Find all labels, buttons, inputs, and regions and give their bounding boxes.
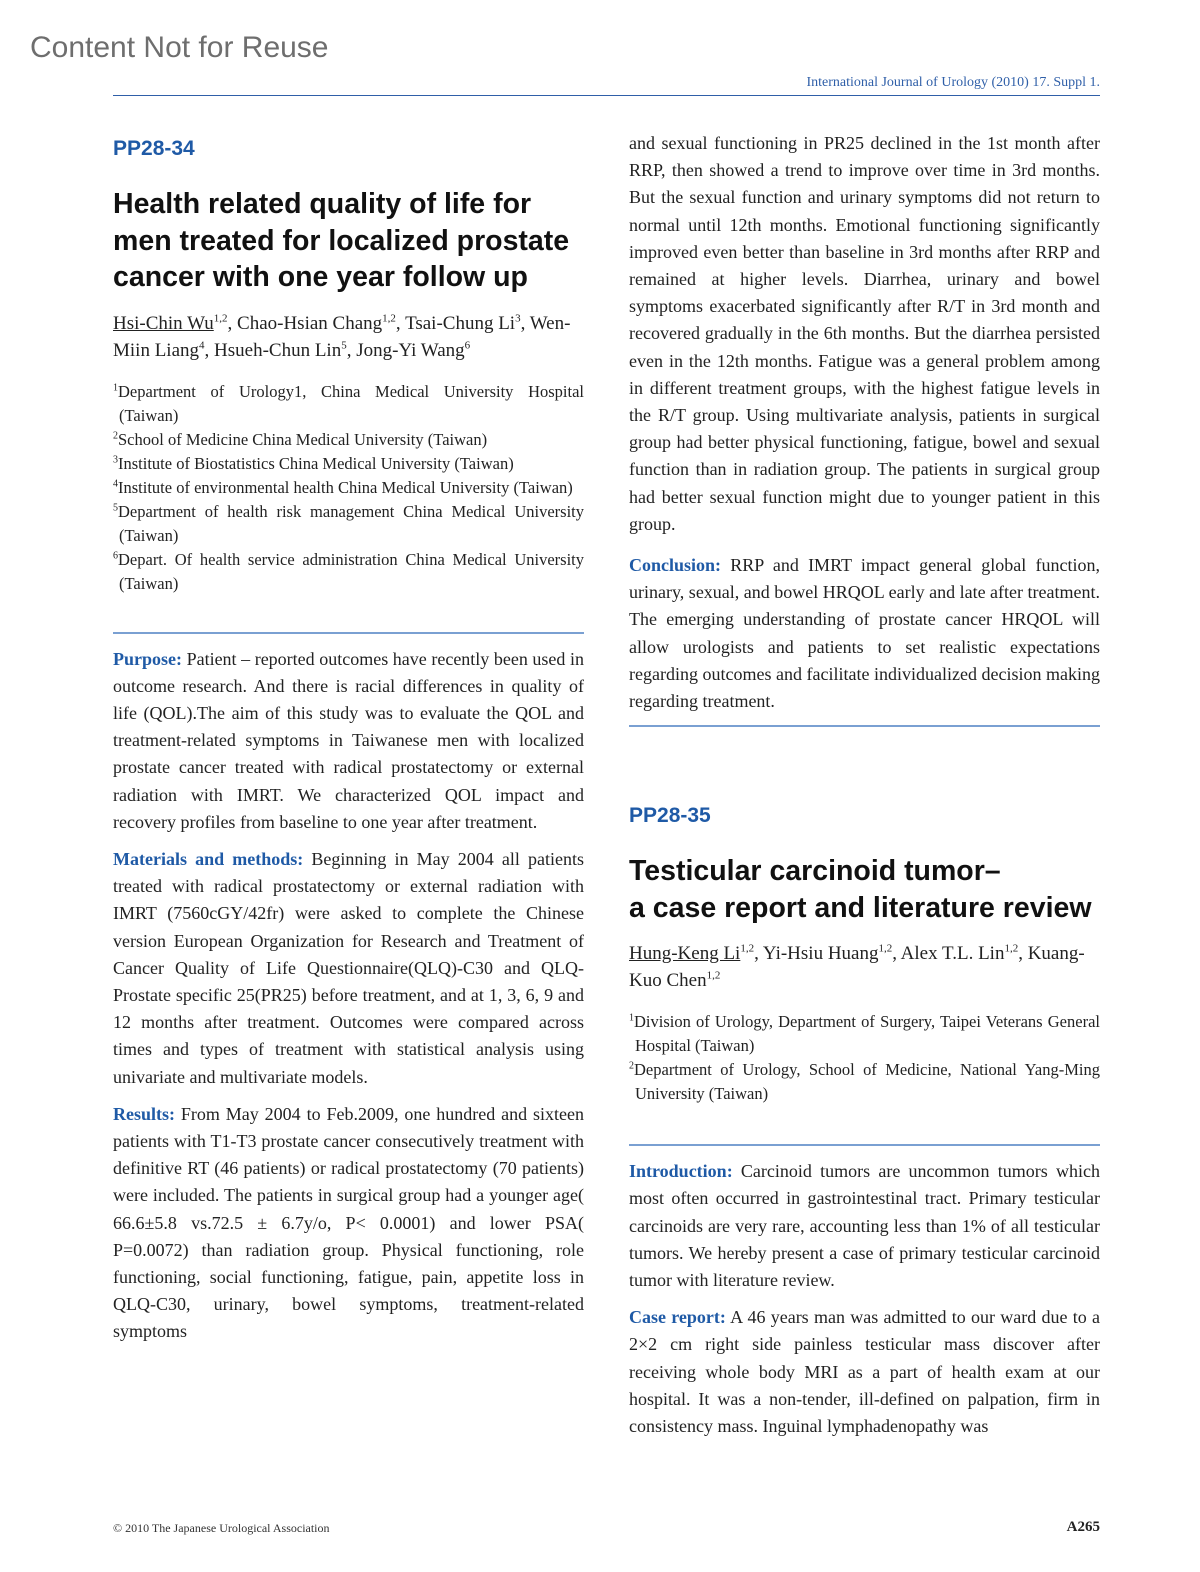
purpose-paragraph	[113, 646, 584, 836]
author-name: Kuang-Kuo Chen	[629, 943, 1085, 992]
case-report-text: A 46 years man was admitted to our ward due to a 2×2 cm right side painless testicular mass discover after receiving whole body MRI as a part of health exam at our hospital. It was a non-tender, ill-defined on palpation, firm in consistency mass. Inguinal lymphadenopathy was	[629, 1307, 1100, 1437]
author-name: Tsai-Chung Li	[405, 312, 516, 334]
author-name: Alex T.L. Lin	[900, 943, 1005, 965]
results-paragraph	[113, 1101, 584, 1346]
author-affiliation-mark: 1,2	[706, 969, 721, 982]
article-title: Health related quality of life for men treated for localized prostate cancer with one year follow up	[113, 188, 570, 293]
author-affiliation-mark: 1,2	[878, 942, 893, 955]
author-separator: ,	[346, 339, 357, 361]
affiliation-mark: 6	[113, 550, 118, 561]
header-rule	[113, 95, 1100, 96]
methods-text: Beginning in May 2004 all patients treated with radical prostatectomy or external radiation with IMRT (7560cGY/42fr) were asked to complete the Chinese version European Organization for Research and Treatment of Cancer Quality of Life Questionnaire(QLQ)-C30 and QLQ-Prostate specific 25(PR25) before treatment, and at 1, 3, 6, 9 and 12 months after treatment. Outcomes were compared across times and types of treatment with statistical analysis using univariate and multivariate models.	[113, 848, 584, 1087]
introduction-text: Carcinoid tumors are uncommon tumors which most often occurred in gastrointestinal tract. Primary testicular carcinoids are very rare, accounting less than 1% of all testicular tumors. We hereby present a case of primary testicular carcinoid tumor with literature review.	[629, 1161, 1100, 1291]
purpose-label: Purpose:	[113, 648, 182, 669]
article-code: PP28-34	[113, 137, 195, 160]
results-continued-paragraph: and sexual functioning in PR25 declined in the 1st month after RRP, then showed a trend to improve over time in 3rd months. But the sexual function and urinary symptoms did not return to normal until 12th months. Emotional functioning significantly improved even better than baseline in 3rd months after RRP and remained at higher levels. Diarrhea, urinary and bowel symptoms exacerbated significantly after R/T in 3rd month and recovered gradually in the 6th months. But the diarrhea persisted even in the 12th months. Fatigue was a general problem among in different treatment groups, with the highest fatigue levels in the R/T group. Using multivariate analysis, patients in surgical group had better physical functioning, fatigue, bowel and sexual function than in radiation group. The patients in surgical group had better sexual function might due to younger patient in this group.	[629, 133, 1100, 534]
journal-reference: International Journal of Urology (2010) 17. Suppl 1.	[806, 75, 1100, 90]
conclusion-label: Conclusion:	[629, 555, 722, 576]
author-affiliation-mark: 5	[341, 339, 347, 352]
article-title-line: a case report and literature review	[629, 891, 1092, 924]
author-list	[629, 940, 1100, 994]
author-name: Hsi-Chin Wu	[113, 312, 214, 334]
right-column	[629, 130, 1100, 1450]
section-divider	[629, 1144, 1100, 1146]
author-separator: ,	[204, 339, 215, 361]
affiliation-item	[113, 452, 584, 476]
author-affiliation-mark: 6	[464, 339, 471, 352]
conclusion-text: RRP and IMRT impact general global function, urinary, sexual, and bowel HRQOL early and late after treatment. The emerging understanding of prostate cancer HRQOL will allow urologists and patients to set realistic expectations regarding outcomes and facilitate individualized decision making regarding treatment.	[629, 555, 1100, 712]
affiliation-text: School of Medicine China Medical University (Taiwan)	[118, 429, 488, 449]
author-name: Yi-Hsiu Huang	[762, 943, 879, 965]
affiliation-item	[629, 1010, 1100, 1058]
author-separator: ,	[227, 312, 238, 334]
introduction-label: Introduction:	[629, 1161, 733, 1182]
author-separator: ,	[520, 312, 530, 334]
affiliation-item	[629, 1058, 1100, 1106]
author-name: Hsueh-Chun Lin	[214, 339, 342, 361]
affiliation-item	[113, 428, 584, 452]
affiliation-mark: 4	[113, 478, 118, 489]
left-column	[113, 130, 584, 1356]
affiliation-text: Department of health risk management China Medical University (Taiwan)	[118, 501, 584, 545]
purpose-text: Patient – reported outcomes have recently been used in outcome research. And there is racial differences in quality of life (QOL).The aim of this study was to evaluate the QOL and treatment-related symptoms in Taiwanese men with localized prostate cancer treated with radical prostatectomy or external radiation with IMRT. We characterized QOL impact and recovery profiles from baseline to one year after treatment.	[113, 648, 584, 832]
author-list	[113, 310, 584, 364]
page-number: A265	[1066, 1519, 1100, 1535]
affiliation-mark: 2	[113, 430, 118, 441]
section-divider	[113, 632, 584, 634]
author-affiliation-mark: 1,2	[382, 312, 396, 325]
methods-paragraph	[113, 846, 584, 1091]
copyright-notice: © 2010 The Japanese Urological Association	[113, 1521, 330, 1535]
article-title-line: Testicular carcinoid tumor–	[629, 855, 1001, 888]
affiliation-mark: 1	[629, 1012, 634, 1024]
author-separator: ,	[892, 943, 901, 965]
affiliation-list	[113, 380, 584, 596]
case-report-paragraph	[629, 1304, 1100, 1440]
affiliation-text: Division of Urology, Department of Surgery, Taipei Veterans General Hospital (Taiwan)	[634, 1012, 1100, 1056]
results-label: Results:	[113, 1103, 175, 1124]
author-separator: ,	[1018, 943, 1028, 965]
conclusion-paragraph	[629, 552, 1100, 715]
author-separator: ,	[395, 312, 406, 334]
affiliation-text: Institute of environmental health China Medical University (Taiwan)	[118, 477, 573, 497]
affiliation-mark: 1	[113, 382, 118, 393]
article-title	[629, 853, 1100, 926]
affiliation-mark: 3	[113, 454, 118, 465]
author-affiliation-mark: 1,2	[740, 942, 755, 955]
affiliation-text: Institute of Biostatistics China Medical University (Taiwan)	[118, 453, 514, 473]
affiliation-text: Depart. Of health service administration China Medical University (Taiwan)	[118, 549, 584, 593]
results-text: From May 2004 to Feb.2009, one hundred and sixteen patients with T1-T3 prostate cancer consecutively treatment with definitive RT (46 patients) or radical prostatectomy (70 patients) were included. The patients in surgical group had a younger age( 66.6±5.8 vs.72.5 ± 6.7y/o, P< 0.0001) and lower PSA( P=0.0072) than radiation group. Physical functioning, role functioning, social functioning, fatigue, pain, appetite loss in QLQ-C30, urinary, bowel symptoms, treatment-related symptoms	[113, 1103, 584, 1342]
author-affiliation-mark: 3	[515, 312, 521, 325]
methods-label: Materials and methods:	[113, 848, 304, 869]
affiliation-mark: 5	[113, 502, 118, 513]
case-report-label: Case report:	[629, 1307, 726, 1328]
affiliation-item	[113, 380, 584, 428]
affiliation-item	[113, 548, 584, 596]
author-affiliation-mark: 1,2	[1004, 942, 1019, 955]
watermark: Content Not for Reuse	[30, 31, 329, 64]
author-name: Chao-Hsian Chang	[237, 312, 383, 334]
article-code: PP28-35	[629, 804, 711, 828]
author-name: Jong-Yi Wang	[356, 339, 465, 361]
affiliation-item	[113, 500, 584, 548]
author-separator: ,	[754, 943, 763, 965]
affiliation-list	[629, 1010, 1100, 1106]
affiliation-text: Department of Urology1, China Medical University Hospital (Taiwan)	[118, 381, 584, 425]
author-affiliation-mark: 4	[199, 339, 205, 352]
author-affiliation-mark: 1,2	[213, 312, 228, 325]
affiliation-text: Department of Urology, School of Medicine, National Yang-Ming University (Taiwan)	[634, 1060, 1100, 1104]
author-name: Hung-Keng Li	[629, 943, 741, 965]
affiliation-mark: 2	[629, 1060, 634, 1072]
author-name: Wen-Miin Liang	[113, 312, 571, 361]
introduction-paragraph	[629, 1158, 1100, 1294]
affiliation-item	[113, 476, 584, 500]
